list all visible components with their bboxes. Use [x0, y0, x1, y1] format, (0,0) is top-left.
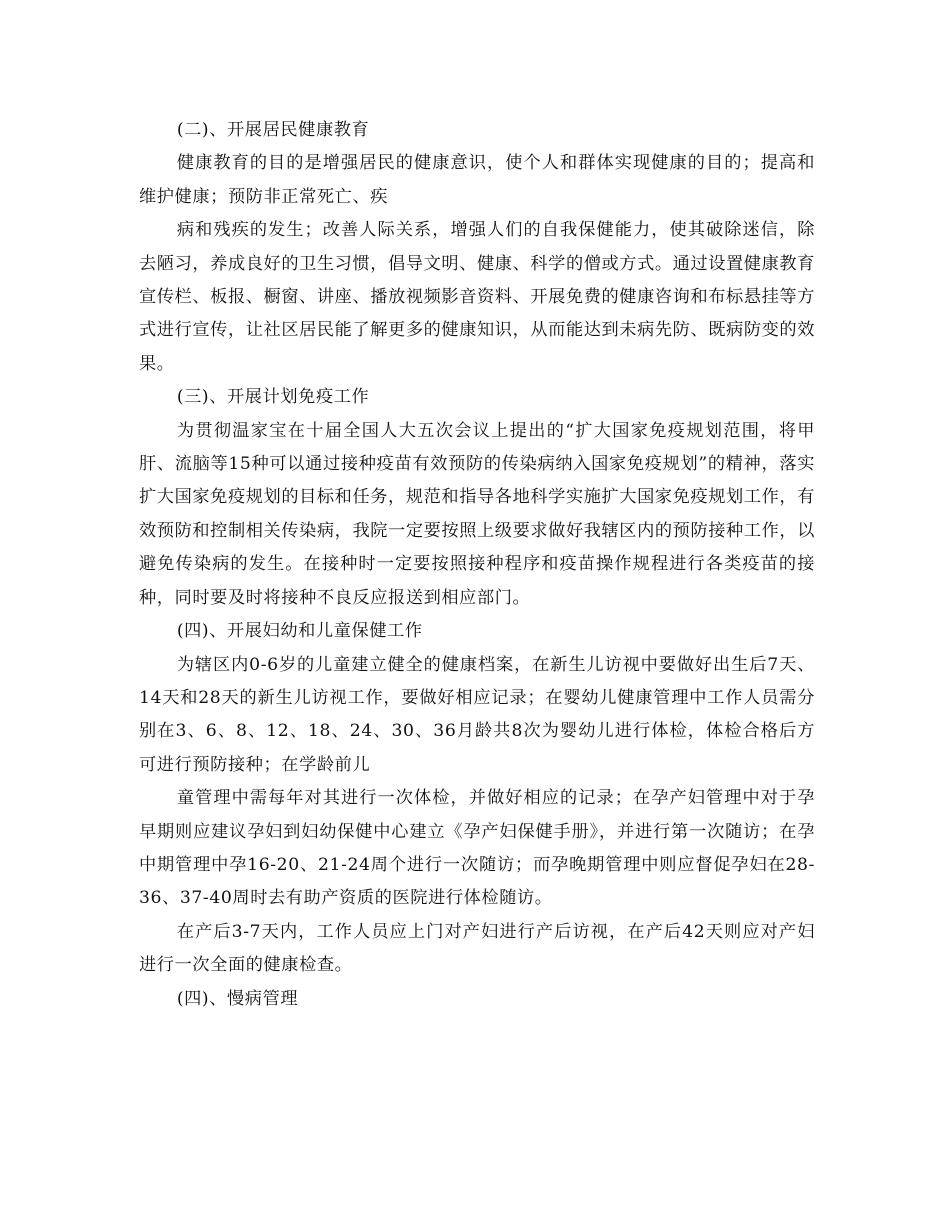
section-heading-immunization: (三)、开展计划免疫工作: [176, 387, 370, 408]
paragraph-maternal-management: 童管理中需每年对其进行一次体检，并做好相应的记录；在孕产妇管理中对于孕早期则应建议孕妇到妇幼保健中心建立《孕产妇保健手册》，并进行第一次随访；在孕中期管理中孕16-20、21-24周个进行一次随访；而孕晚期管理中则应督促孕妇在28-36、37-40周时去有助产资质的医院进行体检随访。: [139, 788, 815, 909]
paragraph-postpartum-visit: 在产后3-7天内，工作人员应上门对产妇进行产后访视，在产后42天则应对产妇进行一次全面的健康检查。: [139, 921, 815, 976]
paragraph-health-education-purpose: 健康教育的目的是增强居民的健康意识，使个人和群体实现健康的目的；提高和维护健康；预防非正常死亡、疾: [139, 153, 815, 207]
section-heading-health-education: (二)、开展居民健康教育: [176, 120, 370, 140]
section-heading-chronic-disease: (四)、慢病管理: [176, 988, 299, 1009]
paragraph-immunization: 为贯彻温家宝在十届全国人大五次会议上提出的“扩大国家免疫规划范围，将甲肝、流脑等15种可以通过接种疫苗有效预防的传染病纳入国家免疫规划”的精神，落实扩大国家免疫规划的目标和任务，规范和指导各地科学实施扩大国家免疫规划工作，有效预防和控制相关传染病，我院一定要按照上级要求做好我辖区内的预防接种工作，以避免传染病的发生。在接种时一定要按照接种程序和疫苗操作规程进行各类疫苗的接种，同时要及时将接种不良反应报送到相应部门。: [139, 420, 815, 608]
paragraph-child-health-records: 为辖区内0-6岁的儿童建立健全的健康档案，在新生儿访视中要做好出生后7天、14天和28天的新生儿访视工作，要做好相应记录；在婴幼儿健康管理中工作人员需分别在3、6、8、12、18、24、30、36月龄共8次为婴幼儿进行体检，体检合格后方可进行预防接种；在学龄前儿: [139, 654, 815, 775]
section-heading-maternal-child-care: (四)、开展妇幼和儿童保健工作: [176, 621, 423, 642]
paragraph-health-education-methods: 病和残疾的发生；改善人际关系，增强人们的自我保健能力，使其破除迷信，除去陋习，养成良好的卫生习惯，倡导文明、健康、科学的僧或方式。通过设置健康教育宣传栏、板报、橱窗、讲座、播放视频影音资料、开展免费的健康咨询和布标悬挂等方式进行宣传，让社区居民能了解更多的健康知识，从而能达到未病先防、既病防变的效果。: [139, 220, 815, 374]
document-body: [139, 114, 815, 1016]
